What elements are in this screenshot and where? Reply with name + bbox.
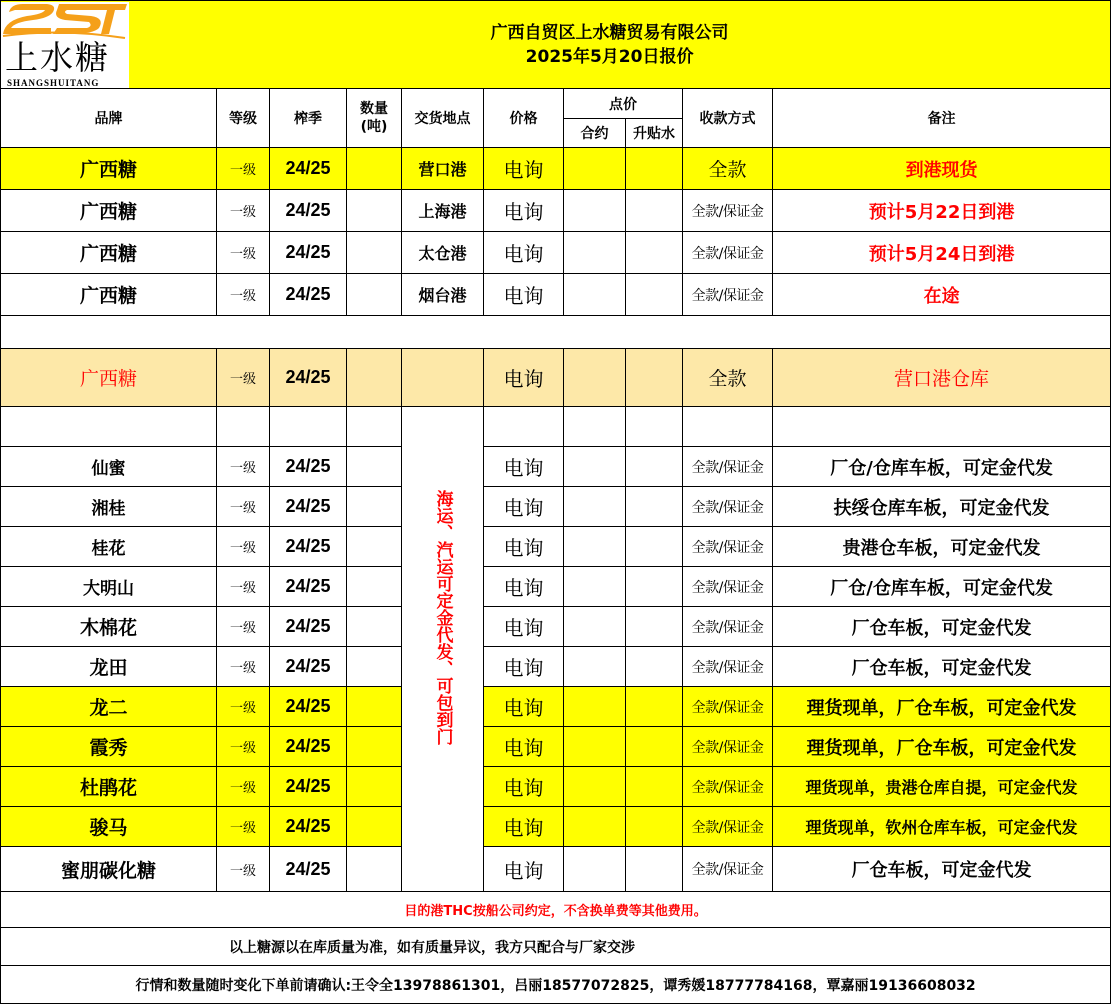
grade-cell: 一级 <box>217 274 270 316</box>
remark-cell: 厂仓车板，可定金代发 <box>773 647 1111 687</box>
brand-cell: 桂花 <box>1 527 217 567</box>
table-row <box>1 447 1111 487</box>
delivery-cell: 营口港 <box>402 148 484 190</box>
grade-cell: 一级 <box>217 767 270 807</box>
remark-cell: 厂仓车板，可定金代发 <box>773 847 1111 892</box>
contract-cell <box>564 647 626 687</box>
grade-cell: 一级 <box>217 687 270 727</box>
quantity-cell <box>347 607 402 647</box>
brand-cell: 木棉花 <box>1 607 217 647</box>
table-row <box>1 847 1111 892</box>
price-cell: 电询 <box>484 527 564 567</box>
spacer-row <box>1 316 1111 349</box>
grade-cell: 一级 <box>217 607 270 647</box>
logo-name-en: SHANGSHUITANG <box>7 77 100 88</box>
season-cell: 24/25 <box>270 647 347 687</box>
remark-cell: 预计5月22日到港 <box>773 190 1111 232</box>
remark-cell: 厂仓/仓库车板，可定金代发 <box>773 567 1111 607</box>
premium-cell <box>626 148 683 190</box>
remark-cell <box>773 407 1111 447</box>
premium-cell <box>626 407 683 447</box>
grade-cell: 一级 <box>217 727 270 767</box>
price-cell: 电询 <box>484 274 564 316</box>
season-cell: 24/25 <box>270 607 347 647</box>
title-block <box>129 21 1110 69</box>
grade-cell: 一级 <box>217 447 270 487</box>
payment-cell: 全款 <box>683 349 773 407</box>
grade-cell: 一级 <box>217 232 270 274</box>
payment-cell: 全款/保证金 <box>683 232 773 274</box>
payment-cell: 全款/保证金 <box>683 767 773 807</box>
title-row <box>1 1 1111 89</box>
season-cell: 24/25 <box>270 487 347 527</box>
quantity-cell <box>347 447 402 487</box>
table-row <box>1 349 1111 407</box>
grade-cell: 一级 <box>217 647 270 687</box>
price-cell: 电询 <box>484 148 564 190</box>
remark-cell: 贵港仓车板，可定金代发 <box>773 527 1111 567</box>
thc-note: 目的港THC按船公司约定，不含换单费等其他费用。 <box>1 892 1111 928</box>
price-cell: 电询 <box>484 349 564 407</box>
premium-cell <box>626 274 683 316</box>
col-remarks: 备注 <box>773 89 1111 148</box>
delivery-cell: 上海港 <box>402 190 484 232</box>
season-cell: 24/25 <box>270 190 347 232</box>
remark-cell: 营口港仓库 <box>773 349 1111 407</box>
brand-cell: 蜜朋碳化糖 <box>1 847 217 892</box>
contract-cell <box>564 487 626 527</box>
contract-cell <box>564 567 626 607</box>
payment-cell: 全款/保证金 <box>683 647 773 687</box>
premium-cell <box>626 727 683 767</box>
price-cell: 电询 <box>484 487 564 527</box>
season-cell: 24/25 <box>270 687 347 727</box>
price-cell: 电询 <box>484 447 564 487</box>
season-cell: 24/25 <box>270 527 347 567</box>
table-row <box>1 687 1111 727</box>
quantity-cell <box>347 767 402 807</box>
company-name: 广西自贸区上水糖贸易有限公司 <box>490 22 729 43</box>
payment-cell: 全款/保证金 <box>683 807 773 847</box>
price-cell: 电询 <box>484 727 564 767</box>
quantity-cell <box>347 687 402 727</box>
contract-cell <box>564 274 626 316</box>
contract-cell <box>564 767 626 807</box>
season-cell: 24/25 <box>270 847 347 892</box>
table-row <box>1 487 1111 527</box>
price-cell <box>484 407 564 447</box>
company-logo <box>1 2 129 88</box>
table-row <box>1 647 1111 687</box>
payment-cell: 全款/保证金 <box>683 527 773 567</box>
col-payment: 收款方式 <box>683 89 773 148</box>
remark-cell: 理货现单，贵港仓库自提，可定金代发 <box>773 767 1111 807</box>
payment-cell: 全款/保证金 <box>683 567 773 607</box>
brand-cell: 广西糖 <box>1 274 217 316</box>
shipping-note: 海运、汽运可定金代发、可包到门 <box>432 489 453 745</box>
contract-cell <box>564 807 626 847</box>
grade-cell: 一级 <box>217 807 270 847</box>
season-cell: 24/25 <box>270 727 347 767</box>
premium-cell <box>626 232 683 274</box>
quantity-cell <box>347 807 402 847</box>
remark-cell: 理货现单，钦州仓库车板，可定金代发 <box>773 807 1111 847</box>
grade-cell <box>217 407 270 447</box>
premium-cell <box>626 767 683 807</box>
payment-cell: 全款/保证金 <box>683 274 773 316</box>
premium-cell <box>626 567 683 607</box>
quantity-cell <box>347 349 402 407</box>
quote-date: 2025年5月20日报价 <box>525 46 694 67</box>
season-cell: 24/25 <box>270 148 347 190</box>
table-row <box>1 527 1111 567</box>
contacts-note: 行情和数量随时变化下单前请确认:王令全13978861301，吕丽18577072825，谭秀媛18777784168，覃嘉丽19136608032 <box>1 966 1111 1004</box>
premium-cell <box>626 447 683 487</box>
header-row-1 <box>1 89 1111 119</box>
quantity-cell <box>347 487 402 527</box>
quantity-cell <box>347 727 402 767</box>
premium-cell <box>626 847 683 892</box>
season-cell: 24/25 <box>270 232 347 274</box>
col-contract: 合约 <box>564 119 626 148</box>
premium-cell <box>626 487 683 527</box>
brand-cell: 湘桂 <box>1 487 217 527</box>
premium-cell <box>626 349 683 407</box>
payment-cell <box>683 407 773 447</box>
remark-cell: 到港现货 <box>773 148 1111 190</box>
season-cell: 24/25 <box>270 349 347 407</box>
quantity-cell <box>347 847 402 892</box>
footer-row <box>1 928 1111 966</box>
payment-cell: 全款/保证金 <box>683 487 773 527</box>
footer-row <box>1 966 1111 1004</box>
quantity-cell <box>347 190 402 232</box>
table-row <box>1 607 1111 647</box>
brand-cell: 杜鹃花 <box>1 767 217 807</box>
contract-cell <box>564 407 626 447</box>
grade-cell: 一级 <box>217 349 270 407</box>
col-quantity: 数量 (吨) <box>347 89 402 148</box>
remark-cell: 厂仓/仓库车板，可定金代发 <box>773 447 1111 487</box>
season-cell <box>270 407 347 447</box>
brand-cell: 广西糖 <box>1 190 217 232</box>
col-brand: 品牌 <box>1 89 217 148</box>
price-cell: 电询 <box>484 767 564 807</box>
delivery-cell <box>402 349 484 407</box>
contract-cell <box>564 232 626 274</box>
delivery-note-cell <box>402 407 484 892</box>
col-price: 价格 <box>484 89 564 148</box>
logo-name-cn: 上水糖 <box>5 37 110 77</box>
season-cell: 24/25 <box>270 274 347 316</box>
remark-cell: 理货现单，厂仓车板，可定金代发 <box>773 727 1111 767</box>
price-cell: 电询 <box>484 847 564 892</box>
spacer-cell <box>1 316 1111 349</box>
brand-cell: 龙田 <box>1 647 217 687</box>
contract-cell <box>564 349 626 407</box>
grade-cell: 一级 <box>217 527 270 567</box>
payment-cell: 全款/保证金 <box>683 847 773 892</box>
payment-cell: 全款 <box>683 148 773 190</box>
table-row <box>1 407 1111 447</box>
quantity-cell <box>347 232 402 274</box>
season-cell: 24/25 <box>270 447 347 487</box>
price-cell: 电询 <box>484 687 564 727</box>
premium-cell <box>626 687 683 727</box>
contract-cell <box>564 527 626 567</box>
brand-cell: 骏马 <box>1 807 217 847</box>
price-cell: 电询 <box>484 807 564 847</box>
col-delivery: 交货地点 <box>402 89 484 148</box>
season-cell: 24/25 <box>270 567 347 607</box>
remark-cell: 预计5月24日到港 <box>773 232 1111 274</box>
brand-cell: 大明山 <box>1 567 217 607</box>
brand-cell <box>1 407 217 447</box>
table-row <box>1 767 1111 807</box>
price-cell: 电询 <box>484 190 564 232</box>
table-row <box>1 232 1111 274</box>
remark-cell: 厂仓车板，可定金代发 <box>773 607 1111 647</box>
grade-cell: 一级 <box>217 190 270 232</box>
quantity-cell <box>347 527 402 567</box>
col-season: 榨季 <box>270 89 347 148</box>
remark-cell: 在途 <box>773 274 1111 316</box>
brand-cell: 霞秀 <box>1 727 217 767</box>
quantity-cell <box>347 647 402 687</box>
payment-cell: 全款/保证金 <box>683 447 773 487</box>
quantity-cell <box>347 407 402 447</box>
col-premium: 升贴水 <box>626 119 683 148</box>
price-cell: 电询 <box>484 232 564 274</box>
table-row <box>1 567 1111 607</box>
brand-cell: 龙二 <box>1 687 217 727</box>
quantity-cell <box>347 274 402 316</box>
contract-cell <box>564 687 626 727</box>
footer-row <box>1 892 1111 928</box>
brand-cell: 广西糖 <box>1 349 217 407</box>
title-cell <box>1 1 1111 89</box>
delivery-cell: 烟台港 <box>402 274 484 316</box>
price-cell: 电询 <box>484 607 564 647</box>
delivery-cell: 太仓港 <box>402 232 484 274</box>
brand-cell: 广西糖 <box>1 148 217 190</box>
quantity-cell <box>347 567 402 607</box>
contract-cell <box>564 190 626 232</box>
contract-cell <box>564 447 626 487</box>
payment-cell: 全款/保证金 <box>683 190 773 232</box>
price-cell: 电询 <box>484 647 564 687</box>
premium-cell <box>626 190 683 232</box>
table-row <box>1 807 1111 847</box>
brand-cell: 仙蜜 <box>1 447 217 487</box>
quantity-cell <box>347 148 402 190</box>
price-cell: 电询 <box>484 567 564 607</box>
season-cell: 24/25 <box>270 807 347 847</box>
grade-cell: 一级 <box>217 487 270 527</box>
col-grade: 等级 <box>217 89 270 148</box>
premium-cell <box>626 527 683 567</box>
contract-cell <box>564 847 626 892</box>
season-cell: 24/25 <box>270 767 347 807</box>
contract-cell <box>564 607 626 647</box>
premium-cell <box>626 607 683 647</box>
table-row <box>1 148 1111 190</box>
grade-cell: 一级 <box>217 148 270 190</box>
quality-note: 以上糖源以在库质量为准，如有质量异议，我方只配合与厂家交涉 <box>1 928 1111 966</box>
grade-cell: 一级 <box>217 567 270 607</box>
remark-cell: 扶绥仓库车板，可定金代发 <box>773 487 1111 527</box>
premium-cell <box>626 647 683 687</box>
payment-cell: 全款/保证金 <box>683 607 773 647</box>
payment-cell: 全款/保证金 <box>683 727 773 767</box>
table-row <box>1 727 1111 767</box>
brand-cell: 广西糖 <box>1 232 217 274</box>
table-row <box>1 190 1111 232</box>
premium-cell <box>626 807 683 847</box>
table-row <box>1 274 1111 316</box>
remark-cell: 理货现单，厂仓车板，可定金代发 <box>773 687 1111 727</box>
col-points: 点价 <box>564 89 683 119</box>
contract-cell <box>564 148 626 190</box>
payment-cell: 全款/保证金 <box>683 687 773 727</box>
contract-cell <box>564 727 626 767</box>
grade-cell: 一级 <box>217 847 270 892</box>
